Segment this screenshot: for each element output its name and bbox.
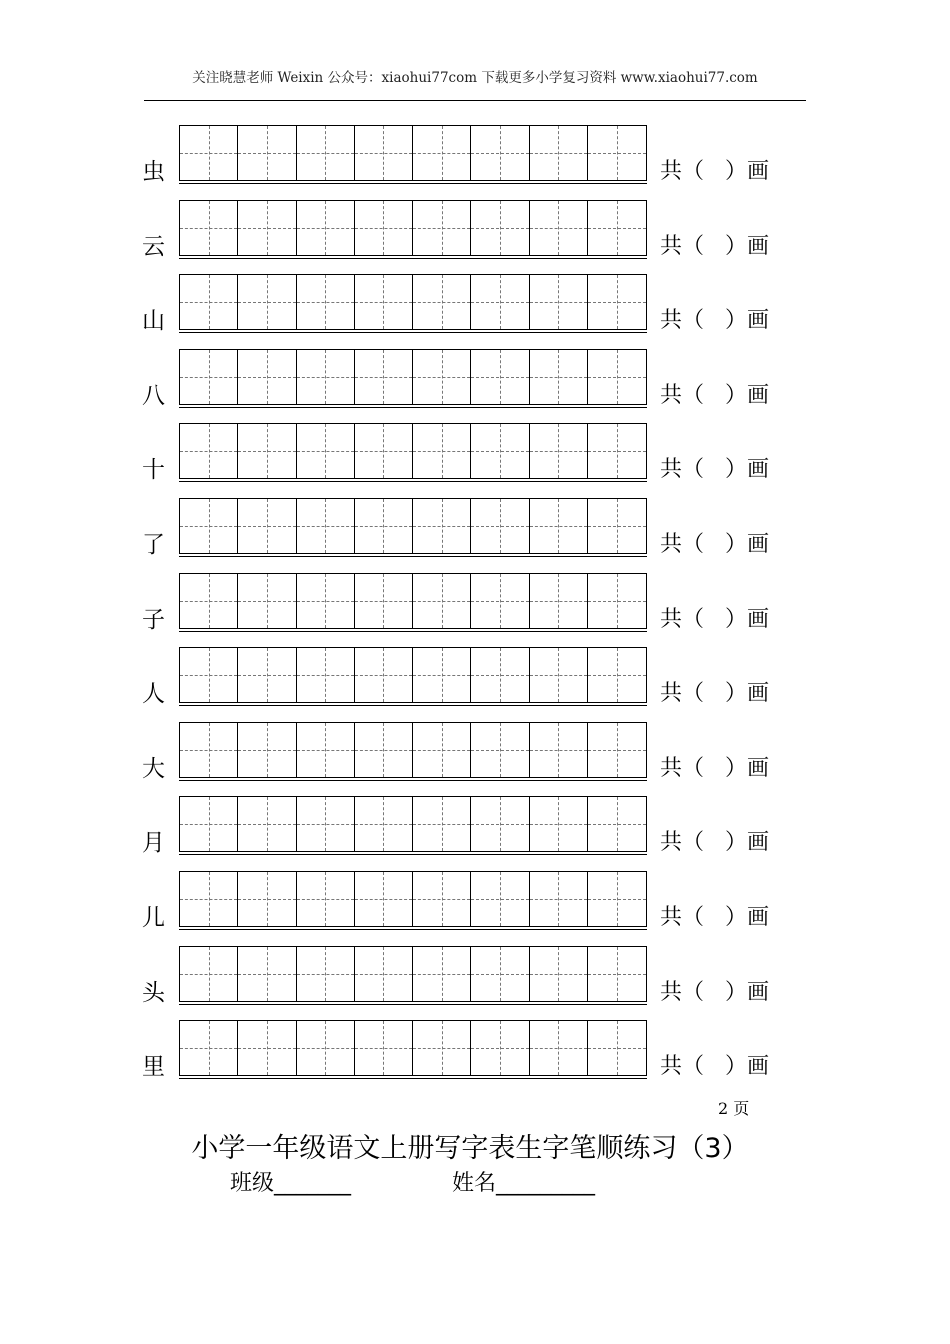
writing-cell[interactable]: [413, 1021, 471, 1075]
practice-row: [0, 200, 950, 262]
writing-grid: [179, 722, 647, 778]
practice-row: [0, 647, 950, 709]
writing-cell[interactable]: [297, 648, 355, 702]
writing-cell[interactable]: [588, 201, 646, 255]
writing-cell[interactable]: [238, 574, 296, 628]
writing-grid: [179, 200, 647, 256]
writing-cell[interactable]: [530, 499, 588, 553]
writing-cell[interactable]: [355, 424, 413, 478]
grid-underline: [179, 481, 647, 482]
practice-row: [0, 274, 950, 336]
writing-cell[interactable]: [355, 126, 413, 180]
writing-cell[interactable]: [297, 424, 355, 478]
writing-cell[interactable]: [238, 275, 296, 329]
practice-row: [0, 1020, 950, 1082]
practice-character: 人: [142, 681, 165, 708]
writing-grid: [179, 349, 647, 405]
stroke-count-label: 共（ ）画: [660, 755, 769, 781]
practice-row: [0, 125, 950, 187]
writing-cell[interactable]: [180, 648, 238, 702]
writing-cell[interactable]: [297, 797, 355, 851]
writing-cell[interactable]: [413, 648, 471, 702]
writing-cell[interactable]: [588, 1021, 646, 1075]
writing-cell[interactable]: [471, 499, 529, 553]
practice-character: 十: [142, 457, 165, 484]
grid-underline: [179, 1004, 647, 1005]
writing-cell[interactable]: [530, 947, 588, 1001]
writing-cell[interactable]: [238, 424, 296, 478]
stroke-count-label: 共（ ）画: [660, 382, 769, 408]
writing-cell[interactable]: [355, 947, 413, 1001]
practice-row: [0, 871, 950, 933]
writing-cell[interactable]: [180, 201, 238, 255]
practice-character: 山: [142, 308, 165, 335]
writing-grid: [179, 796, 647, 852]
writing-cell[interactable]: [297, 275, 355, 329]
writing-cell[interactable]: [530, 350, 588, 404]
writing-cell[interactable]: [588, 947, 646, 1001]
practice-row: [0, 796, 950, 858]
writing-cell[interactable]: [471, 574, 529, 628]
class-field[interactable]: 班级_______: [230, 1171, 352, 1196]
writing-cell[interactable]: [471, 797, 529, 851]
writing-cell[interactable]: [471, 1021, 529, 1075]
stroke-count-label: 共（ ）画: [660, 1054, 769, 1080]
writing-cell[interactable]: [530, 1021, 588, 1075]
writing-grid: [179, 946, 647, 1002]
writing-cell[interactable]: [297, 574, 355, 628]
writing-cell[interactable]: [355, 1021, 413, 1075]
writing-cell[interactable]: [471, 723, 529, 777]
writing-cell[interactable]: [297, 872, 355, 926]
writing-cell[interactable]: [180, 947, 238, 1001]
page-header: 关注晓慧老师 Weixin 公众号：xiaohui77com 下载更多小学复习资料 www.xiaohui77.com: [192, 70, 758, 86]
writing-cell[interactable]: [297, 126, 355, 180]
practice-character: 月: [142, 830, 165, 857]
practice-row: [0, 573, 950, 635]
writing-cell[interactable]: [413, 499, 471, 553]
writing-cell[interactable]: [297, 723, 355, 777]
writing-cell[interactable]: [355, 201, 413, 255]
writing-cell[interactable]: [238, 1021, 296, 1075]
writing-cell[interactable]: [180, 574, 238, 628]
stroke-count-label: 共（ ）画: [660, 681, 769, 707]
practice-character: 头: [142, 979, 165, 1006]
writing-grid: [179, 647, 647, 703]
writing-cell[interactable]: [413, 947, 471, 1001]
practice-character: 里: [142, 1054, 165, 1081]
writing-cell[interactable]: [355, 499, 413, 553]
writing-cell[interactable]: [238, 872, 296, 926]
writing-cell[interactable]: [471, 424, 529, 478]
page-number: 2 页: [718, 1099, 750, 1118]
writing-cell[interactable]: [355, 723, 413, 777]
writing-cell[interactable]: [471, 126, 529, 180]
writing-cell[interactable]: [413, 797, 471, 851]
writing-cell[interactable]: [413, 872, 471, 926]
writing-cell[interactable]: [238, 648, 296, 702]
header-divider: [144, 100, 806, 101]
writing-cell[interactable]: [530, 648, 588, 702]
practice-row: [0, 722, 950, 784]
practice-character: 八: [142, 382, 165, 409]
practice-row: [0, 423, 950, 485]
writing-cell[interactable]: [471, 947, 529, 1001]
grid-underline: [179, 407, 647, 408]
writing-grid: [179, 1020, 647, 1076]
practice-row: [0, 498, 950, 560]
writing-cell[interactable]: [530, 723, 588, 777]
writing-cell[interactable]: [413, 275, 471, 329]
practice-row: [0, 349, 950, 411]
writing-cell[interactable]: [180, 872, 238, 926]
stroke-count-label: 共（ ）画: [660, 233, 769, 259]
writing-cell[interactable]: [297, 499, 355, 553]
writing-cell[interactable]: [180, 275, 238, 329]
practice-row: [0, 946, 950, 1008]
writing-cell[interactable]: [238, 499, 296, 553]
writing-cell[interactable]: [588, 126, 646, 180]
writing-cell[interactable]: [355, 275, 413, 329]
writing-cell[interactable]: [588, 872, 646, 926]
writing-cell[interactable]: [413, 201, 471, 255]
name-field[interactable]: 姓名_________: [452, 1171, 596, 1196]
page-title: 小学一年级语文上册写字表生字笔顺练习（3）: [191, 1133, 749, 1164]
writing-cell[interactable]: [530, 275, 588, 329]
writing-cell[interactable]: [471, 201, 529, 255]
writing-cell[interactable]: [413, 424, 471, 478]
writing-cell[interactable]: [530, 126, 588, 180]
writing-cell[interactable]: [413, 723, 471, 777]
writing-cell[interactable]: [297, 1021, 355, 1075]
writing-cell[interactable]: [588, 574, 646, 628]
practice-character: 大: [142, 755, 165, 782]
grid-underline: [179, 631, 647, 632]
stroke-count-label: 共（ ）画: [660, 979, 769, 1005]
writing-cell[interactable]: [530, 201, 588, 255]
writing-cell[interactable]: [355, 350, 413, 404]
writing-cell[interactable]: [588, 275, 646, 329]
writing-cell[interactable]: [355, 574, 413, 628]
writing-grid: [179, 274, 647, 330]
writing-cell[interactable]: [588, 424, 646, 478]
writing-cell[interactable]: [530, 424, 588, 478]
grid-underline: [179, 705, 647, 706]
writing-cell[interactable]: [180, 350, 238, 404]
writing-grid: [179, 573, 647, 629]
writing-cell[interactable]: [238, 947, 296, 1001]
writing-grid: [179, 423, 647, 479]
writing-cell[interactable]: [471, 872, 529, 926]
stroke-count-label: 共（ ）画: [660, 606, 769, 632]
grid-underline: [179, 258, 647, 259]
writing-cell[interactable]: [355, 797, 413, 851]
writing-cell[interactable]: [530, 872, 588, 926]
grid-underline: [179, 183, 647, 184]
writing-cell[interactable]: [180, 499, 238, 553]
stroke-count-label: 共（ ）画: [660, 532, 769, 557]
practice-character: 子: [142, 606, 165, 633]
writing-cell[interactable]: [180, 723, 238, 777]
writing-cell[interactable]: [238, 797, 296, 851]
writing-cell[interactable]: [238, 201, 296, 255]
grid-underline: [179, 1078, 647, 1079]
writing-cell[interactable]: [413, 126, 471, 180]
grid-underline: [179, 556, 647, 557]
practice-character: 了: [142, 532, 165, 558]
writing-cell[interactable]: [180, 126, 238, 180]
practice-character: 虫: [142, 159, 165, 185]
writing-cell[interactable]: [413, 574, 471, 628]
grid-underline: [179, 332, 647, 333]
practice-character: 儿: [142, 905, 165, 931]
writing-cell[interactable]: [238, 126, 296, 180]
stroke-count-label: 共（ ）画: [660, 905, 769, 930]
writing-grid: [179, 498, 647, 554]
writing-grid: [179, 125, 647, 181]
writing-cell[interactable]: [471, 350, 529, 404]
practice-character: 云: [142, 233, 165, 260]
writing-cell[interactable]: [180, 424, 238, 478]
writing-cell[interactable]: [471, 648, 529, 702]
writing-cell[interactable]: [530, 797, 588, 851]
stroke-count-label: 共（ ）画: [660, 308, 769, 334]
writing-grid: [179, 871, 647, 927]
grid-underline: [179, 780, 647, 781]
writing-cell[interactable]: [530, 574, 588, 628]
writing-cell[interactable]: [180, 1021, 238, 1075]
grid-underline: [179, 854, 647, 855]
writing-cell[interactable]: [588, 499, 646, 553]
writing-cell[interactable]: [238, 723, 296, 777]
writing-cell[interactable]: [471, 275, 529, 329]
writing-cell[interactable]: [355, 872, 413, 926]
writing-cell[interactable]: [297, 350, 355, 404]
stroke-count-label: 共（ ）画: [660, 830, 769, 856]
writing-cell[interactable]: [588, 797, 646, 851]
stroke-count-label: 共（ ）画: [660, 159, 769, 184]
writing-cell[interactable]: [355, 648, 413, 702]
writing-cell[interactable]: [588, 723, 646, 777]
stroke-count-label: 共（ ）画: [660, 457, 769, 483]
writing-cell[interactable]: [413, 350, 471, 404]
writing-cell[interactable]: [588, 648, 646, 702]
writing-cell[interactable]: [297, 201, 355, 255]
grid-underline: [179, 929, 647, 930]
writing-cell[interactable]: [238, 350, 296, 404]
writing-cell[interactable]: [297, 947, 355, 1001]
writing-cell[interactable]: [588, 350, 646, 404]
writing-cell[interactable]: [180, 797, 238, 851]
